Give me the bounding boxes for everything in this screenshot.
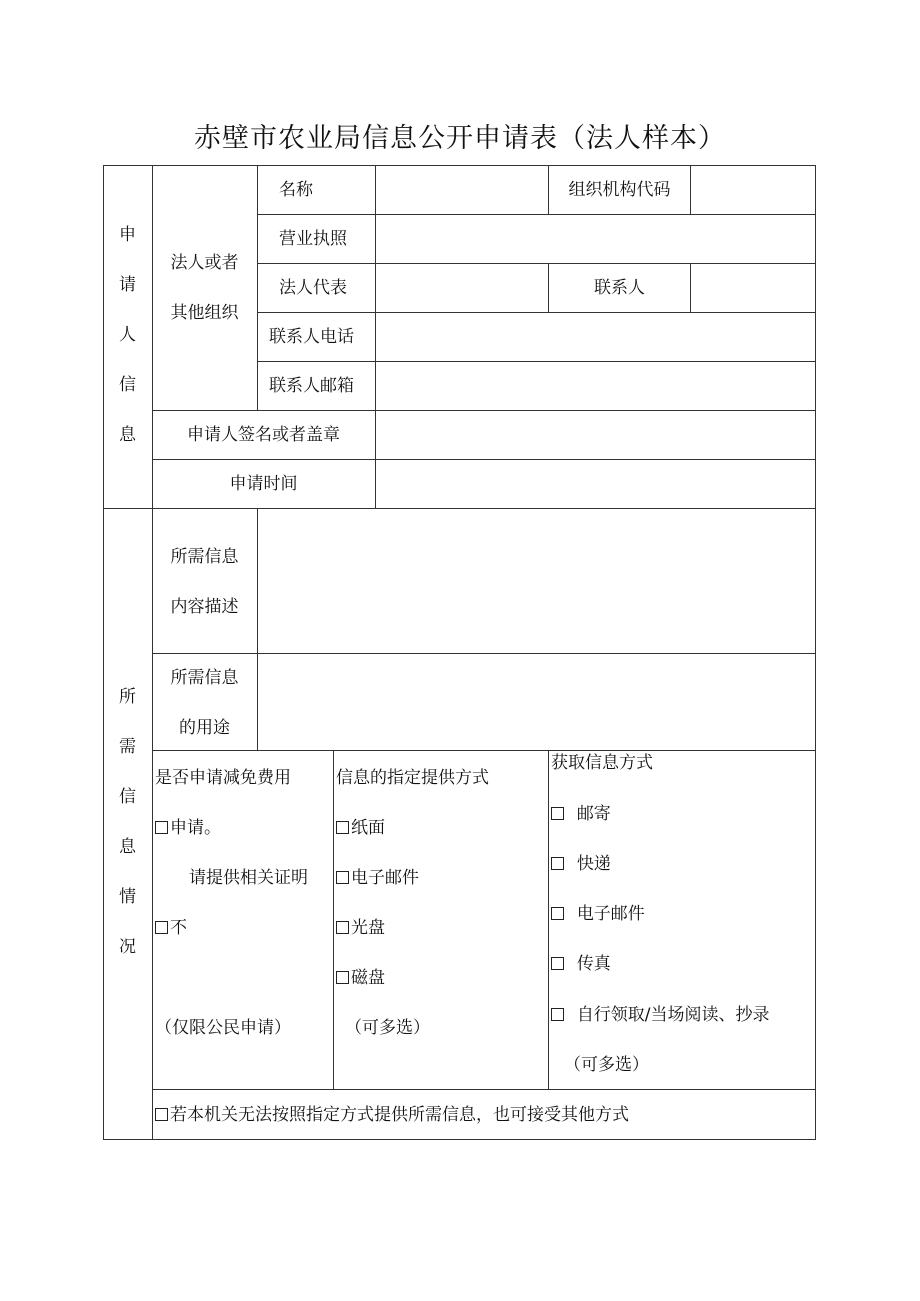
fee-waiver-no-option[interactable]: 不 (155, 916, 187, 940)
col-divider (548, 750, 549, 1089)
provide-method-option[interactable]: 纸面 (336, 816, 385, 840)
checkbox-icon[interactable] (551, 957, 564, 970)
fee-waiver-note: （仅限公民申请） (155, 1018, 291, 1038)
signature-label: 申请人签名或者盖章 (187, 425, 340, 445)
obtain-method-option[interactable]: 自行领取/当场阅读、抄录 (551, 1003, 770, 1027)
checkbox-icon[interactable] (551, 807, 564, 820)
checkbox-icon[interactable] (155, 821, 168, 834)
col-divider (375, 165, 376, 508)
contact-email-label: 联系人邮箱 (269, 376, 354, 396)
org-code-label: 组织机构代码 (568, 180, 671, 200)
page-title: 赤壁市农业局信息公开申请表（法人样本） (194, 123, 726, 154)
application-date-label: 申请时间 (229, 474, 298, 494)
description-field[interactable] (259, 509, 814, 652)
provide-method-option[interactable]: 光盘 (336, 916, 385, 940)
signature-field[interactable] (377, 411, 814, 458)
checkbox-icon[interactable] (336, 871, 349, 884)
applicant-section-label: 申请人信息 (119, 225, 136, 445)
legal-entity-label-line2: 其他组织 (170, 303, 239, 323)
col-divider (690, 263, 691, 312)
col-divider (257, 508, 258, 750)
application-date-field[interactable] (377, 460, 814, 507)
obtain-method-option[interactable]: 快递 (551, 852, 611, 876)
obtain-method-option[interactable]: 传真 (551, 952, 611, 976)
checkbox-icon[interactable] (551, 907, 564, 920)
obtain-method-option[interactable]: 电子邮件 (551, 902, 645, 926)
name-label: 名称 (279, 180, 313, 200)
obtain-method-option[interactable]: 邮寄 (551, 802, 611, 826)
provide-method-heading: 信息的指定提供方式 (336, 768, 489, 788)
contact-person-field[interactable] (692, 264, 814, 311)
description-label-line1: 所需信息 (170, 547, 239, 567)
row-divider (152, 1089, 816, 1090)
business-license-field[interactable] (377, 215, 814, 262)
checkbox-icon[interactable] (336, 921, 349, 934)
table-border-bottom (103, 1139, 816, 1140)
checkbox-icon[interactable] (155, 921, 168, 934)
fee-waiver-apply-option[interactable]: 申请。 (155, 816, 221, 840)
col-divider (690, 165, 691, 214)
fee-waiver-heading: 是否申请减免费用 (155, 768, 291, 788)
checkbox-icon[interactable] (336, 821, 349, 834)
obtain-method-note: （可多选） (564, 1055, 649, 1075)
contact-phone-field[interactable] (377, 313, 814, 360)
business-license-label: 营业执照 (279, 229, 347, 249)
description-label-line2: 内容描述 (170, 597, 239, 617)
purpose-label-line2: 的用途 (179, 718, 230, 738)
info-section-label: 所需信息情况 (119, 687, 136, 957)
purpose-label-line1: 所需信息 (170, 668, 239, 688)
name-field[interactable] (377, 166, 547, 213)
provide-method-option[interactable]: 磁盘 (336, 966, 385, 990)
checkbox-icon[interactable] (551, 857, 564, 870)
provide-method-option[interactable]: 电子邮件 (336, 866, 419, 890)
checkbox-icon[interactable] (551, 1008, 564, 1021)
org-code-field[interactable] (692, 166, 814, 213)
checkbox-icon[interactable] (155, 1108, 168, 1121)
checkbox-icon[interactable] (336, 971, 349, 984)
col-divider (333, 750, 334, 1089)
col-divider (257, 165, 258, 410)
legal-rep-field[interactable] (377, 264, 547, 311)
legal-entity-label-line1: 法人或者 (170, 253, 239, 273)
row-divider (152, 750, 816, 751)
contact-person-label: 联系人 (594, 278, 645, 298)
contact-phone-label: 联系人电话 (269, 327, 354, 347)
alternative-method-option[interactable]: 若本机关无法按照指定方式提供所需信息，也可接受其他方式 (155, 1103, 629, 1127)
obtain-method-heading: 获取信息方式 (551, 753, 653, 773)
provide-method-note: （可多选） (345, 1018, 430, 1038)
fee-waiver-proof-note: 请提供相关证明 (189, 868, 308, 888)
contact-email-field[interactable] (377, 362, 814, 409)
legal-rep-label: 法人代表 (279, 278, 347, 298)
purpose-field[interactable] (259, 654, 814, 749)
